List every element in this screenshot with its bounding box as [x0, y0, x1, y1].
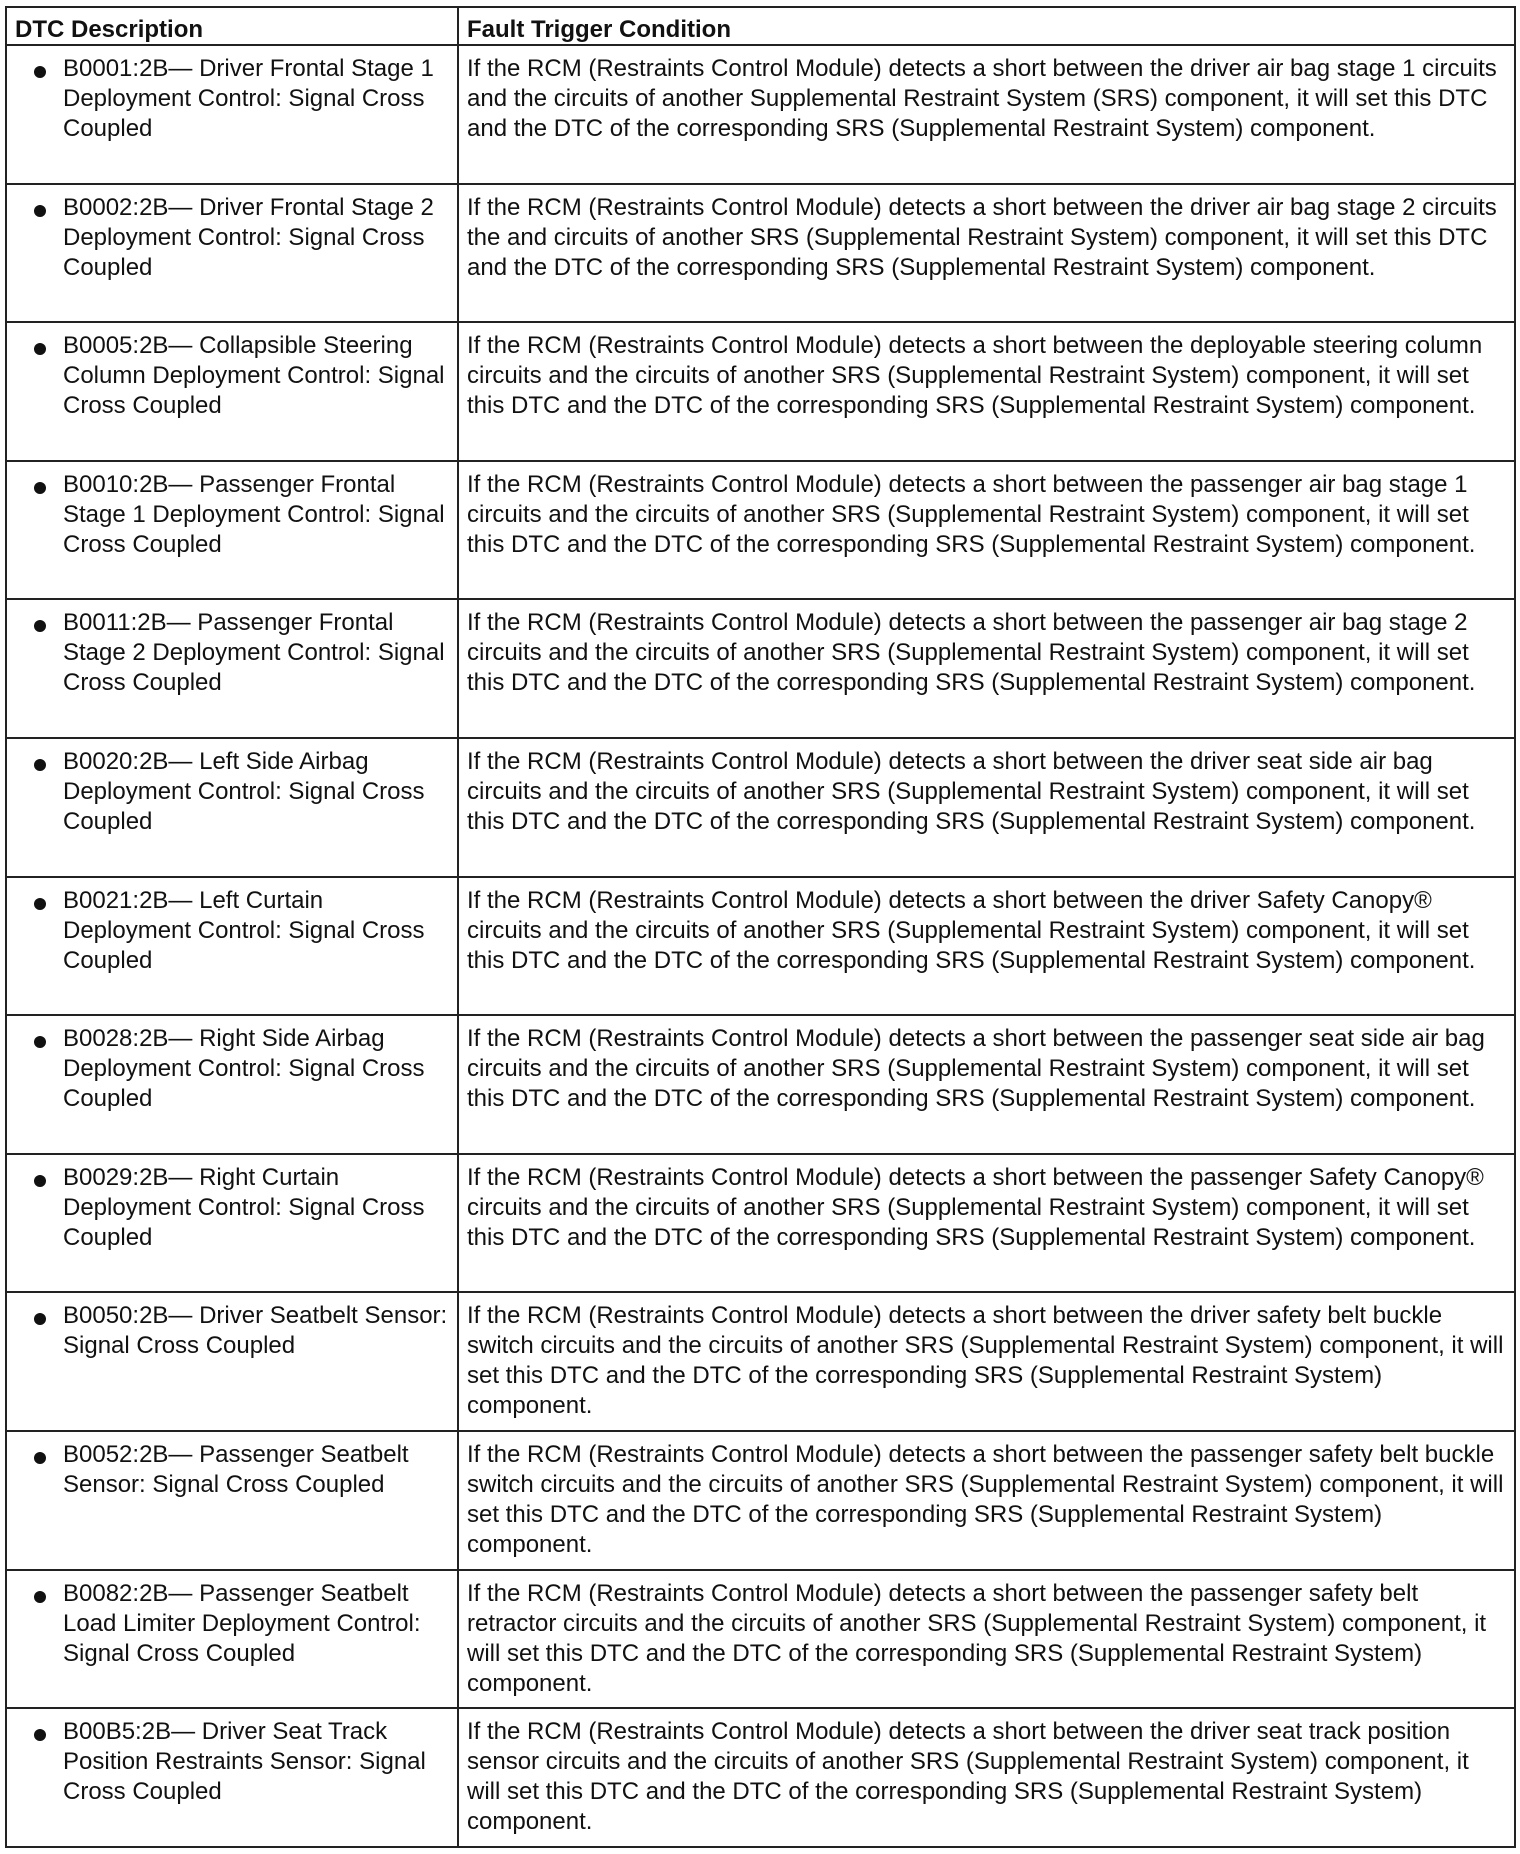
dtc-description-cell [6, 1708, 458, 1847]
table-row [6, 1154, 1515, 1293]
dtc-description-text: B0052:2B— Passenger Seatbelt Sensor: Signal Cross Coupled [63, 1441, 409, 1499]
fault-trigger-condition-cell: If the RCM (Restraints Control Module) detects a short between the passenger safety belt buckle switch circuits and the circuits of another SRS (Supplemental Restraint System) component, it will set this DTC and the DTC of the corresponding SRS (Supplemental Restraint System) component. [458, 1431, 1515, 1570]
fault-trigger-condition-cell: If the RCM (Restraints Control Module) detects a short between the passenger air bag stage 2 circuits and the circuits of another SRS (Supplemental Restraint System) component, it will set this DTC and the DTC of the corresponding SRS (Supplemental Restraint System) component. [458, 599, 1515, 738]
dtc-description-text: B0011:2B— Passenger Frontal Stage 2 Deployment Control: Signal Cross Coupled [63, 609, 445, 697]
fault-trigger-condition-cell: If the RCM (Restraints Control Module) detects a short between the driver seat track position sensor circuits and the circuits of another SRS (Supplemental Restraint System) component, it will set this DTC and the DTC of the corresponding SRS (Supplemental Restraint System) component. [458, 1708, 1515, 1847]
bullet-icon [34, 759, 46, 771]
bullet-icon [34, 1452, 46, 1464]
table-row [6, 1570, 1515, 1709]
bullet-icon [34, 205, 46, 217]
dtc-description-cell [6, 1015, 458, 1154]
dtc-description-cell [6, 184, 458, 323]
dtc-description-cell [6, 1431, 458, 1570]
bullet-icon [34, 1036, 46, 1048]
fault-trigger-condition-cell: If the RCM (Restraints Control Module) detects a short between the driver air bag stage 1 circuits and the circuits of another Supplemental Restraint System (SRS) component, it will set this DTC and the DTC of the corresponding SRS (Supplemental Restraint System) component. [458, 45, 1515, 184]
table-row [6, 461, 1515, 600]
table-row [6, 45, 1515, 184]
fault-trigger-condition-cell: If the RCM (Restraints Control Module) detects a short between the passenger safety belt retractor circuits and the circuits of another SRS (Supplemental Restraint System) component, it will set this DTC and the DTC of the corresponding SRS (Supplemental Restraint System) component. [458, 1570, 1515, 1709]
fault-trigger-condition-cell: If the RCM (Restraints Control Module) detects a short between the driver seat side air bag circuits and the circuits of another SRS (Supplemental Restraint System) component, it will set this DTC and the DTC of the corresponding SRS (Supplemental Restraint System) component. [458, 738, 1515, 877]
dtc-description-text: B0005:2B— Collapsible Steering Column Deployment Control: Signal Cross Coupled [63, 332, 445, 420]
table-row [6, 322, 1515, 461]
fault-trigger-condition-cell: If the RCM (Restraints Control Module) detects a short between the driver air bag stage 2 circuits the and circuits of another SRS (Supplemental Restraint System) component, it will set this DTC and the DTC of the corresponding SRS (Supplemental Restraint System) component. [458, 184, 1515, 323]
table-header-row [6, 7, 1515, 45]
table-row [6, 877, 1515, 1016]
dtc-description-cell [6, 322, 458, 461]
dtc-description-text: B0021:2B— Left Curtain Deployment Control: Signal Cross Coupled [63, 886, 425, 974]
dtc-description-cell [6, 461, 458, 600]
dtc-description-text: B0002:2B— Driver Frontal Stage 2 Deployment Control: Signal Cross Coupled [63, 193, 434, 281]
dtc-description-text: B0082:2B— Passenger Seatbelt Load Limiter Deployment Control: Signal Cross Coupled [63, 1579, 421, 1667]
bullet-icon [34, 1313, 46, 1325]
dtc-description-text: B0010:2B— Passenger Frontal Stage 1 Deployment Control: Signal Cross Coupled [63, 470, 445, 558]
dtc-description-cell [6, 877, 458, 1016]
table-row [6, 1431, 1515, 1570]
bullet-icon [34, 1729, 46, 1741]
fault-trigger-condition-cell: If the RCM (Restraints Control Module) detects a short between the driver safety belt buckle switch circuits and the circuits of another SRS (Supplemental Restraint System) component, it will set this DTC and the DTC of the corresponding SRS (Supplemental Restraint System) component. [458, 1292, 1515, 1431]
column-header-fault-trigger-condition: Fault Trigger Condition [458, 7, 1515, 45]
dtc-description-text: B0028:2B— Right Side Airbag Deployment Control: Signal Cross Coupled [63, 1025, 425, 1113]
bullet-icon [34, 898, 46, 910]
dtc-description-text: B0020:2B— Left Side Airbag Deployment Control: Signal Cross Coupled [63, 748, 425, 836]
dtc-description-cell [6, 1292, 458, 1431]
table-row [6, 599, 1515, 738]
table-body [6, 45, 1515, 1847]
fault-trigger-condition-cell: If the RCM (Restraints Control Module) detects a short between the deployable steering column circuits and the circuits of another SRS (Supplemental Restraint System) component, it will set this DTC and the DTC of the corresponding SRS (Supplemental Restraint System) component. [458, 322, 1515, 461]
bullet-icon [34, 66, 46, 78]
dtc-description-cell [6, 738, 458, 877]
dtc-description-cell [6, 599, 458, 738]
table-row [6, 1292, 1515, 1431]
dtc-description-cell [6, 1570, 458, 1709]
fault-trigger-condition-cell: If the RCM (Restraints Control Module) detects a short between the driver Safety Canopy® circuits and the circuits of another SRS (Supplemental Restraint System) component, it will set this DTC and the DTC of the corresponding SRS (Supplemental Restraint System) component. [458, 877, 1515, 1016]
dtc-description-text: B0050:2B— Driver Seatbelt Sensor: Signal Cross Coupled [63, 1302, 448, 1360]
bullet-icon [34, 1175, 46, 1187]
dtc-description-text: B0001:2B— Driver Frontal Stage 1 Deployment Control: Signal Cross Coupled [63, 55, 434, 142]
dtc-description-text: B00B5:2B— Driver Seat Track Position Restraints Sensor: Signal Cross Coupled [63, 1718, 426, 1806]
bullet-icon [34, 620, 46, 632]
dtc-table [5, 6, 1516, 1848]
dtc-description-cell [6, 1154, 458, 1293]
column-header-dtc-description: DTC Description [6, 7, 458, 45]
table-row [6, 738, 1515, 877]
bullet-icon [34, 343, 46, 355]
fault-trigger-condition-cell: If the RCM (Restraints Control Module) detects a short between the passenger Safety Canopy® circuits and the circuits of another SRS (Supplemental Restraint System) component, it will set this DTC and the DTC of the corresponding SRS (Supplemental Restraint System) component. [458, 1154, 1515, 1293]
fault-trigger-condition-cell: If the RCM (Restraints Control Module) detects a short between the passenger seat side air bag circuits and the circuits of another SRS (Supplemental Restraint System) component, it will set this DTC and the DTC of the corresponding SRS (Supplemental Restraint System) component. [458, 1015, 1515, 1154]
table-row [6, 1015, 1515, 1154]
dtc-description-text: B0029:2B— Right Curtain Deployment Control: Signal Cross Coupled [63, 1163, 425, 1251]
dtc-description-cell [6, 45, 458, 184]
bullet-icon [34, 482, 46, 494]
fault-trigger-condition-cell: If the RCM (Restraints Control Module) detects a short between the passenger air bag stage 1 circuits and the circuits of another SRS (Supplemental Restraint System) component, it will set this DTC and the DTC of the corresponding SRS (Supplemental Restraint System) component. [458, 461, 1515, 600]
table-row [6, 184, 1515, 323]
table-row [6, 1708, 1515, 1847]
bullet-icon [34, 1591, 46, 1603]
